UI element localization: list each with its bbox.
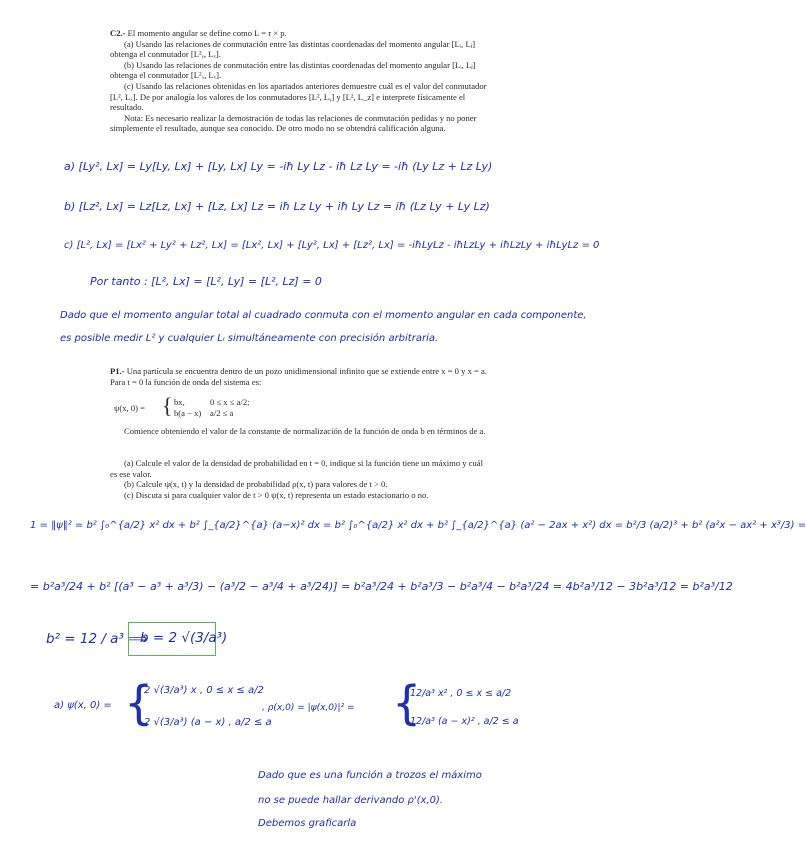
hw-c2-conclusion-1: Dado que el momento angular total al cuadrado conmuta con el momento angular en cada componente, — [60, 310, 587, 321]
hw-c2-b: b) [Lz², Lx] = Lz[Lz, Lx] + [Lz, Lx] Lz = iħ Lz Ly + iħ Ly Lz = iħ (Lz Ly + Ly Lz) — [64, 200, 490, 213]
hw-psi-row1: 2 √(3/a³) x , 0 ≤ x ≤ a/2 — [144, 685, 264, 696]
c2-intro — [110, 28, 488, 39]
hw-c2-tanto: Por tanto : [L², Lx] = [L², Ly] = [L², Lz] = 0 — [90, 275, 322, 288]
p1-problem — [110, 366, 488, 387]
hw-final-1: Dado que es una función a trozos el máximo — [258, 770, 482, 781]
p1-eq-row2-cond: a/2 ≤ a — [210, 408, 234, 418]
p1-part-a: (a) Calcule el valor de la densidad de probabilidad en t = 0, indique si la función tiene un máximo y cuál es ese valor. — [110, 458, 483, 479]
p1-eq-row1-cond: 0 ≤ x ≤ a/2; — [210, 397, 250, 407]
p1-eq-row1: bx, — [174, 397, 185, 407]
hw-final-2: no se puede hallar derivando ρ'(x,0). — [258, 795, 444, 806]
c2-part-b: (b) Usando las relaciones de conmutación entre las distintas coordenadas del momento angular [Lᵢ, Lⱼ] obtenga el conmutador [L²ₓ, Lₓ]. — [110, 59, 476, 81]
p1-norm-text: Comience obteniendo el valor de la constante de normalización de la función de onda b en términos de a. — [124, 426, 486, 436]
p1-eq-lhs: ψ(x, 0) = — [114, 403, 145, 413]
hw-final-3: Debemos graficarla — [258, 818, 357, 829]
p1-parts — [110, 458, 488, 500]
hw-p1-line1: 1 = ‖ψ‖² = b² ∫₀^{a/2} x² dx + b² ∫_{a/2}^{a} (a−x)² dx = b² ∫₀^{a/2} x² dx + b² ∫_{a/2}^{a} (a² − 2ax + x²) dx = b²/3 (a/2)³ + b² (a²x − ax² + x³/3) = — [30, 520, 806, 531]
hw-psi-row2: 2 √(3/a³) (a − x) , a/2 ≤ a — [144, 717, 272, 728]
c2-heading: C2.- — [110, 28, 126, 38]
hw-p1-line2: = b²a³/24 + b² [(a³ − a³ + a³/3) − (a³/2 − a³/4 + a³/24)] = b²a³/24 + b²a³/3 − b²a³/4 − b²a³/24 = 4b²a³/12 − 3b²a³/12 = b²a³/12 — [30, 580, 733, 593]
hw-rho-row2: 12/a³ (a − x)² , a/2 ≤ a — [410, 716, 519, 727]
hw-rho-row1: 12/a³ x² , 0 ≤ x ≤ a/2 — [410, 688, 512, 699]
hw-rho-brace: { — [392, 676, 422, 730]
hw-psi-lhs: a) ψ(x, 0) = — [54, 700, 112, 711]
p1-part-c: (c) Discuta si para cualquier valor de t > 0 ψ(x, t) representa un estado estacionario o no. — [124, 489, 429, 500]
hw-rho-lhs: , ρ(x,0) = |ψ(x,0)|² = — [262, 703, 355, 713]
p1-eq-brace: { — [162, 393, 173, 418]
p1-part-b: (b) Calcule ψ(x, t) y la densidad de probabilidad ρ(x, t) para valores de t > 0. — [124, 479, 388, 490]
hw-p1-b-squared: b² = 12 / a³ ⟹ — [46, 631, 148, 647]
c2-part-a: (a) Usando las relaciones de conmutación entre las distintas coordenadas del momento angular [Lᵢ, Lⱼ] obtenga el conmutador [L²ᵧ, Lₓ]. — [110, 38, 476, 60]
p1-norm — [110, 426, 488, 437]
hw-c2-c: c) [L², Lx] = [Lx² + Ly² + Lz², Lx] = [Lx², Lx] + [Ly², Lx] + [Lz², Lx] = -iħLyLz - iħLzLy + iħLzLy + iħLyLz = 0 — [64, 240, 600, 251]
c2-note: Nota: Es necesario realizar la demostración de todas las relaciones de conmutación pedidas y no poner simplemente el resultado, aunque sea conocido. De otro modo no se obtendrá calificación alguna. — [110, 112, 477, 134]
hw-c2-a: a) [Ly², Lx] = Ly[Ly, Lx] + [Ly, Lx] Ly = -iħ Ly Lz - iħ Lz Ly = -iħ (Ly Lz + Lz Ly) — [64, 160, 493, 173]
p1-heading: P1.- — [110, 366, 125, 376]
c2-intro-text: El momento angular se define como L = r × p. — [127, 28, 287, 38]
p1-eq-row2: b(a − x) — [174, 408, 202, 418]
hw-c2-conclusion-2: es posible medir L² y cualquier Lᵢ simultáneamente con precisión arbitraria. — [60, 333, 439, 344]
c2-part-c: (c) Usando las relaciones obtenidas en los apartados anteriores demuestre cuál es el valor del conmutador [L², Lₓ]. De por analogía los valores de los conmutadores [L², Lᵧ] y [L², L_z] e interprete físicamente el resultado. — [110, 80, 487, 113]
hw-result-boxed: b = 2 √(3/a³) — [140, 630, 228, 646]
hw-psi-brace: { — [124, 676, 154, 730]
c2-problem — [110, 28, 488, 134]
p1-intro-text: Una partícula se encuentra dentro de un pozo unidimensional infinito que se extiende entre x = 0 y x = a. Para t = 0 la función de onda del sistema es: — [110, 366, 487, 387]
p1-intro — [110, 366, 488, 387]
